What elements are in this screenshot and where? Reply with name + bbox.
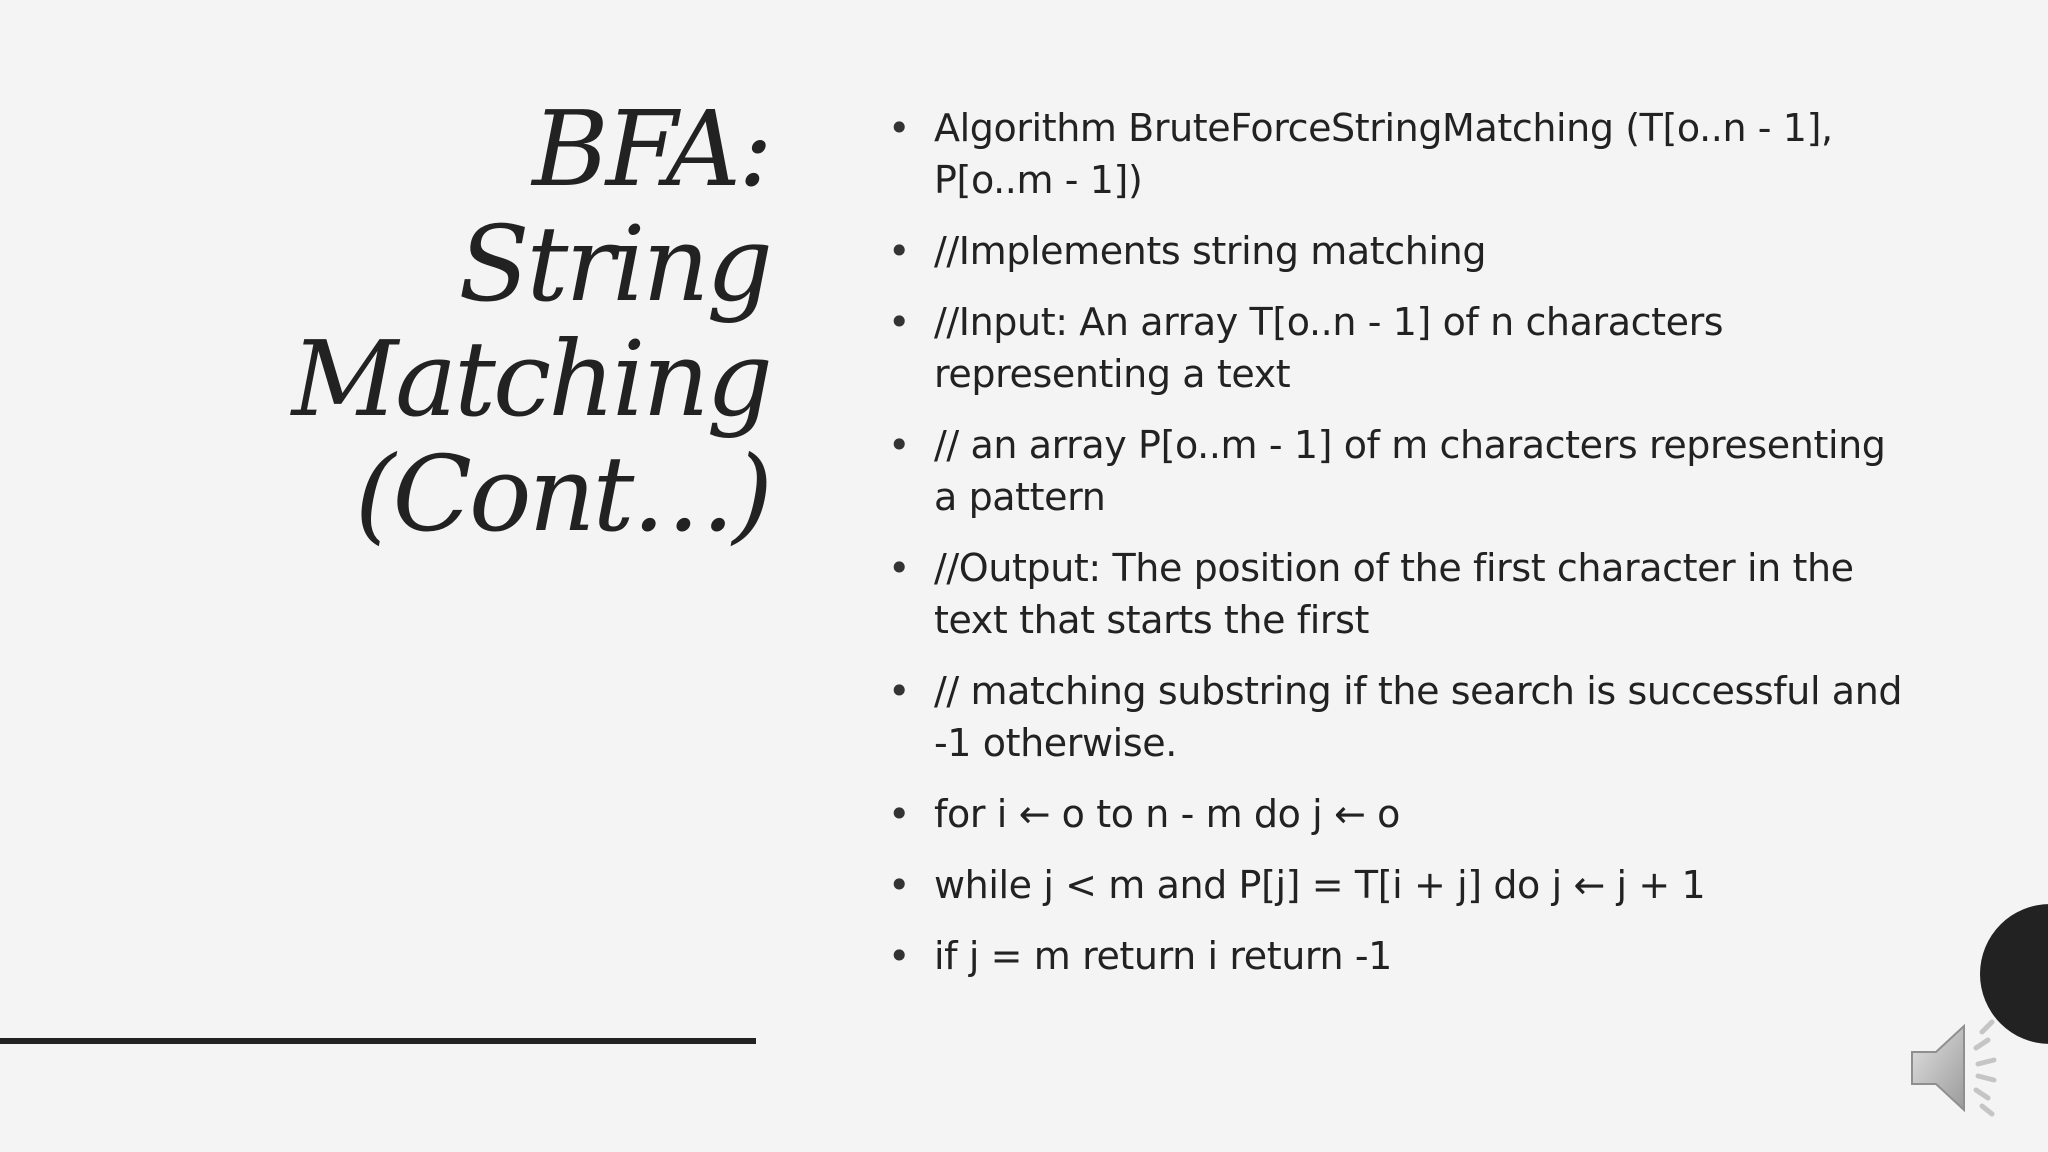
bullet-item: • //Implements string matching xyxy=(880,225,1910,277)
title-line-2: String xyxy=(458,203,770,325)
bullet-item: • if j = m return i return -1 xyxy=(880,930,1910,982)
bullet-item: • //Output: The position of the first character in the text that starts the first xyxy=(880,542,1910,646)
slide-title xyxy=(210,88,770,555)
title-line-4: (Cont…) xyxy=(354,433,770,555)
bullet-item: • // an array P[o..m - 1] of m characters representing a pattern xyxy=(880,419,1910,523)
bullet-item: • Algorithm BruteForceStringMatching (T[o..n - 1], P[o..m - 1]) xyxy=(880,102,1910,206)
bullet-item: • // matching substring if the search is successful and -1 otherwise. xyxy=(880,665,1910,769)
bullet-list xyxy=(880,102,1910,1001)
title-line-1: BFA: xyxy=(532,88,770,210)
title-divider xyxy=(0,1038,756,1044)
bullet-item: • //Input: An array T[o..n - 1] of n characters representing a text xyxy=(880,296,1910,400)
title-line-3: Matching xyxy=(291,318,770,440)
bullet-item: • while j < m and P[j] = T[i + j] do j ← j + 1 xyxy=(880,859,1910,911)
bullet-item: • for i ← o to n - m do j ← o xyxy=(880,788,1910,840)
speaker-icon[interactable] xyxy=(1908,1018,2012,1118)
